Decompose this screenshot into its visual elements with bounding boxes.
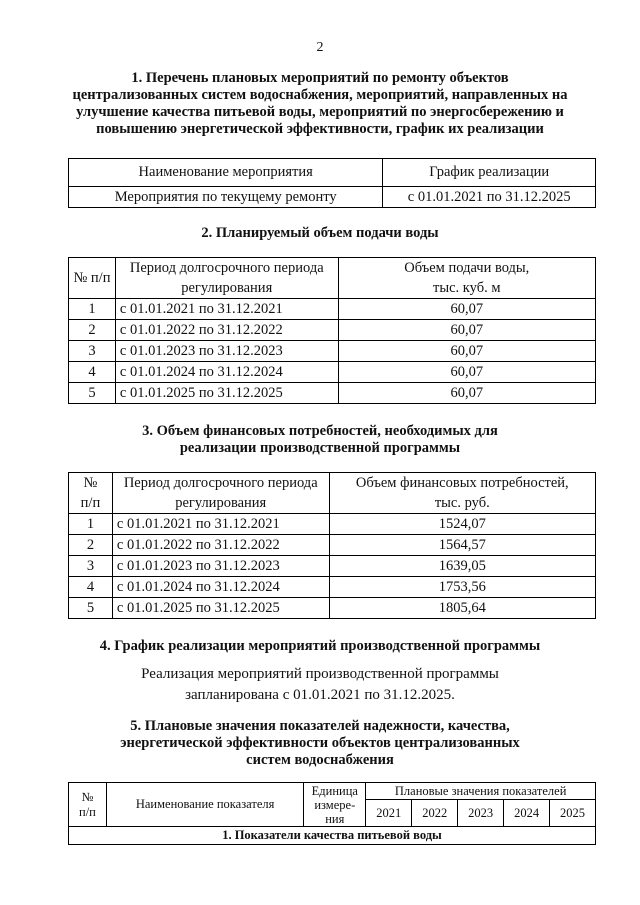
row-number: 4 xyxy=(69,362,116,383)
header-year: 2024 xyxy=(504,800,550,827)
row-period: с 01.01.2024 по 31.12.2024 xyxy=(115,362,338,383)
row-amount: 1753,56 xyxy=(329,577,595,598)
row-period: с 01.01.2025 по 31.12.2025 xyxy=(115,383,338,404)
header-schedule: График реализации xyxy=(383,159,596,187)
row-volume: 60,07 xyxy=(338,362,595,383)
header-volume-line: Объем подачи воды, xyxy=(404,260,530,276)
row-number: 1 xyxy=(69,299,116,320)
section-4-text-line: запланирована с 01.01.2021 по 31.12.2025. xyxy=(185,687,455,703)
row-volume: 60,07 xyxy=(338,341,595,362)
table-row xyxy=(69,535,596,556)
section-1-heading-line: централизованных систем водоснабжения, мероприятий, направленных на xyxy=(72,87,568,103)
section-3-heading xyxy=(60,423,580,457)
row-period: с 01.01.2023 по 31.12.2023 xyxy=(115,341,338,362)
row-period: с 01.01.2021 по 31.12.2021 xyxy=(112,514,329,535)
water-volume-table xyxy=(68,257,596,404)
header-year: 2025 xyxy=(550,800,596,827)
table-row xyxy=(69,514,596,535)
row-number: 1 xyxy=(69,514,113,535)
header-unit-line: Единица xyxy=(311,783,358,798)
row-amount: 1805,64 xyxy=(329,598,595,619)
row-amount: 1564,57 xyxy=(329,535,595,556)
section-1-heading-line: улучшение качества питьевой воды, мероприятий по энергосбережению и xyxy=(76,104,564,120)
table-row xyxy=(69,383,596,404)
row-volume: 60,07 xyxy=(338,299,595,320)
header-financial-needs xyxy=(329,473,595,514)
section-3-heading-line: 3. Объем финансовых потребностей, необходимых для xyxy=(142,423,498,439)
section-1-heading-line: повышению энергетической эффективности, график их реализации xyxy=(96,121,544,137)
row-number: 2 xyxy=(69,320,116,341)
header-period: Период долгосрочного периода регулирования xyxy=(115,258,338,299)
header-volume-line: тыс. куб. м xyxy=(433,280,501,296)
row-volume: 60,07 xyxy=(338,320,595,341)
section-4-text xyxy=(60,664,580,706)
header-number-line: № xyxy=(81,789,94,804)
measure-name-cell: Мероприятия по текущему ремонту xyxy=(69,187,383,208)
section-2-heading: 2. Планируемый объем подачи воды xyxy=(201,225,439,241)
row-period: с 01.01.2022 по 31.12.2022 xyxy=(112,535,329,556)
header-unit-line: измере- xyxy=(314,797,356,812)
section-5-heading-line: 5. Плановые значения показателей надежности, качества, xyxy=(130,718,510,734)
header-number xyxy=(69,783,107,827)
header-number: № п/п xyxy=(69,258,116,299)
table-row xyxy=(69,598,596,619)
section-3-heading-line: реализации производственной программы xyxy=(179,440,461,456)
section-1-heading-line: 1. Перечень плановых мероприятий по ремонту объектов xyxy=(131,70,509,86)
header-financial-line: тыс. руб. xyxy=(434,495,490,511)
row-period: с 01.01.2022 по 31.12.2022 xyxy=(115,320,338,341)
row-number: 3 xyxy=(69,341,116,362)
row-number: 2 xyxy=(69,535,113,556)
header-number-line: № xyxy=(83,475,98,491)
header-unit-line: ния xyxy=(325,811,345,826)
section-1-heading xyxy=(60,70,580,138)
section-4-heading: 4. График реализации мероприятий производственной программы xyxy=(99,638,541,654)
row-number: 5 xyxy=(69,383,116,404)
section-4-text-line: Реализация мероприятий производственной программы xyxy=(141,666,499,682)
header-number-line: п/п xyxy=(80,495,101,511)
table-row xyxy=(69,577,596,598)
table-row xyxy=(69,556,596,577)
header-unit xyxy=(304,783,366,827)
indicators-table xyxy=(68,782,596,845)
row-number: 4 xyxy=(69,577,113,598)
row-volume: 60,07 xyxy=(338,383,595,404)
header-indicator-name: Наименование показателя xyxy=(106,783,303,827)
section-5-heading-line: систем водоснабжения xyxy=(246,752,394,768)
header-number-line: п/п xyxy=(79,804,96,819)
header-volume xyxy=(338,258,595,299)
section-5-heading xyxy=(60,718,580,769)
header-measure-name: Наименование мероприятия xyxy=(69,159,383,187)
row-period: с 01.01.2021 по 31.12.2021 xyxy=(115,299,338,320)
table-row xyxy=(69,362,596,383)
header-financial-line: Объем финансовых потребностей, xyxy=(355,475,569,491)
row-amount: 1524,07 xyxy=(329,514,595,535)
row-amount: 1639,05 xyxy=(329,556,595,577)
measures-table xyxy=(68,158,596,208)
row-number: 3 xyxy=(69,556,113,577)
header-number xyxy=(69,473,113,514)
header-period: Период долгосрочного периода регулирования xyxy=(112,473,329,514)
subheader-water-quality: 1. Показатели качества питьевой воды xyxy=(69,827,596,845)
section-5-heading-line: энергетической эффективности объектов централизованных xyxy=(120,735,520,751)
row-period: с 01.01.2023 по 31.12.2023 xyxy=(112,556,329,577)
row-number: 5 xyxy=(69,598,113,619)
header-planned-values: Плановые значения показателей xyxy=(366,783,596,800)
row-period: с 01.01.2024 по 31.12.2024 xyxy=(112,577,329,598)
header-year: 2021 xyxy=(366,800,412,827)
header-year: 2023 xyxy=(458,800,504,827)
table-row xyxy=(69,299,596,320)
financial-needs-table xyxy=(68,472,596,619)
header-year: 2022 xyxy=(412,800,458,827)
row-period: с 01.01.2025 по 31.12.2025 xyxy=(112,598,329,619)
table-row xyxy=(69,341,596,362)
table-row xyxy=(69,320,596,341)
measure-schedule-cell: с 01.01.2021 по 31.12.2025 xyxy=(383,187,596,208)
page-number: 2 xyxy=(316,40,324,55)
